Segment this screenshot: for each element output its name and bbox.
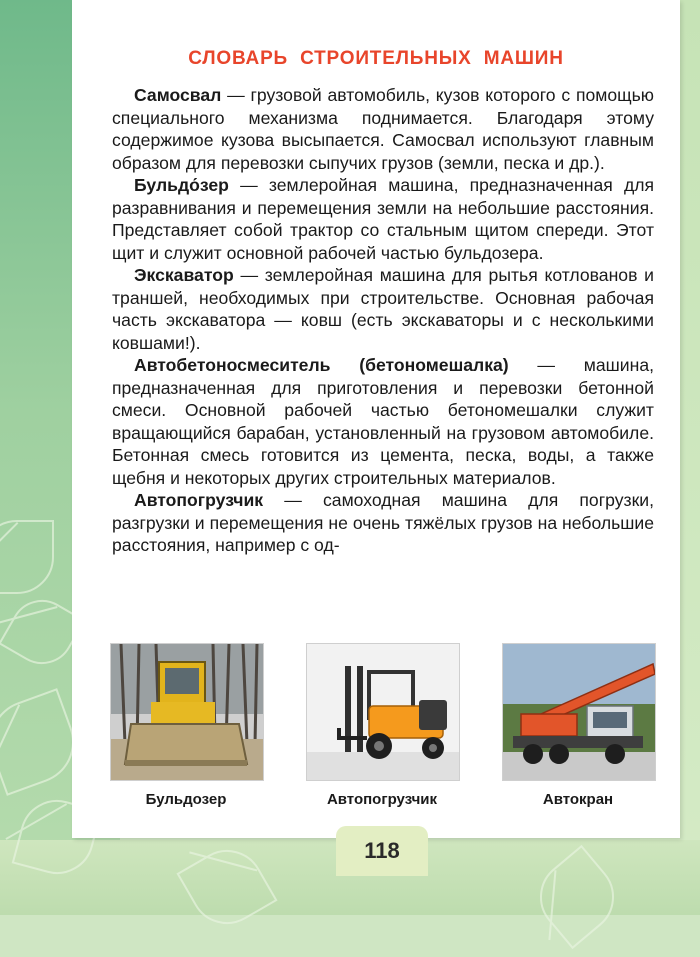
forklift-photo — [306, 643, 460, 781]
entry-dump-truck — [112, 84, 654, 174]
entry-term: Самосвал — [134, 85, 222, 105]
entry-bulldozer — [112, 174, 654, 264]
entry-definition: — землеройная машина, предназначенная для разравнивания и перемещения земли на небольшие расстояния. Представляет собой трактор со стальным щитом спереди. Этот щит и служит основной рабочей частью бульдозера. — [112, 175, 654, 263]
entry-term: Бульдо́зер — [134, 175, 229, 195]
entry-definition: — землеройная машина для рытья котлованов и траншей, необходимых при строительстве. Основная рабочая часть экскаватора — ковш (есть экскаваторы и с несколькими ковшами!). — [112, 265, 654, 353]
entry-term: Экскаватор — [134, 265, 234, 285]
entry-definition: — грузовой автомобиль, кузов которого с помощью специального механизма поднимается. Благодаря этому содержимое кузова высыпается. Самосвал используют главным образом для перевозки сыпучих грузов (земли, песка и др.). — [112, 85, 654, 173]
textbook-page — [72, 0, 680, 838]
entry-definition: — машина, предназначенная для приготовления и перевозки бетонной смеси. Основной рабочей частью бетономешалки служит вращающийся барабан, установленный на грузовом автомобиле. Бетонная смесь готовится из цемента, песка, воды, а также щебня и некоторых других строительных материалов. — [112, 355, 654, 488]
page-number: 118 — [336, 826, 428, 876]
figure-caption: Автокран — [542, 791, 614, 808]
figure-caption: Автопогрузчик — [326, 791, 438, 808]
entry-term: Автопогрузчик — [134, 490, 264, 510]
mobile-crane-photo — [502, 643, 656, 781]
bulldozer-photo — [110, 643, 264, 781]
entry-forklift — [112, 489, 654, 557]
entry-definition: — самоходная машина для погрузки, разгрузки и перемещения не очень тяжёлых грузов на небольшие расстояния, например с од- — [112, 490, 654, 555]
entry-concrete-mixer — [112, 354, 654, 489]
entry-term: Автобетоносмеситель (бетономешалка) — [134, 355, 509, 375]
figure-caption: Бульдозер — [145, 791, 227, 808]
dictionary-text — [112, 84, 654, 557]
entry-excavator — [112, 264, 654, 354]
photo-row — [110, 643, 654, 808]
page-title: СЛОВАРЬ СТРОИТЕЛЬНЫХ МАШИН — [188, 48, 564, 69]
